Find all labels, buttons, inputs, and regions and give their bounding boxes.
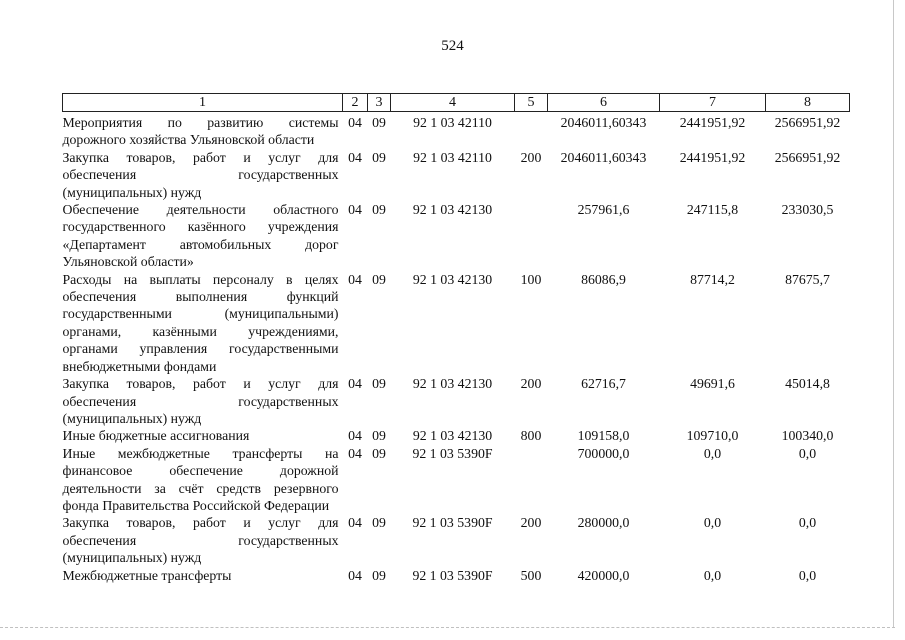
- row-name: Расходы на выплаты персоналу в целях обеспечения выполнения функций государственными (муниципальными) органами, казёнными учреждениями, органами управления государственными внебюджетными фондами: [62, 271, 339, 374]
- row-section: 04: [348, 428, 362, 444]
- row-subsection: 09: [372, 149, 386, 165]
- row-section: 04: [348, 202, 362, 218]
- table-row: [63, 271, 850, 375]
- row-amount-col7: 87714,2: [690, 271, 735, 287]
- table-row: [63, 445, 850, 515]
- row-amount-col8: 233030,5: [781, 202, 834, 218]
- row-expense-type: 200: [520, 515, 542, 531]
- row-expense-type: 500: [520, 567, 542, 583]
- row-amount-col8: 2566951,92: [774, 149, 841, 165]
- page-bottom-edge: [0, 627, 895, 628]
- header-row: [63, 94, 850, 112]
- table-row: [63, 375, 850, 427]
- row-amount-col6: 86086,9: [581, 271, 626, 287]
- row-amount-col8: 0,0: [798, 567, 817, 583]
- page-right-edge: [893, 0, 894, 628]
- row-section: 04: [348, 376, 362, 392]
- budget-table: [62, 93, 850, 584]
- row-amount-col6: 62716,7: [581, 376, 626, 392]
- row-expense-type: [515, 201, 548, 271]
- row-subsection: 09: [372, 115, 386, 130]
- row-target-article: 92 1 03 42130: [412, 202, 493, 218]
- row-name: Мероприятия по развитию системы дорожного хозяйства Ульяновской области: [62, 115, 339, 148]
- row-expense-type: [515, 112, 548, 149]
- table-row: [63, 514, 850, 566]
- table-row: [63, 201, 850, 271]
- header-col-4: 4: [391, 94, 515, 112]
- row-amount-col7: 49691,6: [690, 376, 735, 392]
- row-subsection: 09: [372, 376, 386, 392]
- row-subsection: 09: [372, 515, 386, 531]
- row-expense-type: 100: [520, 271, 542, 287]
- row-amount-col7: 247115,8: [686, 202, 739, 218]
- row-target-article: 92 1 03 42130: [412, 428, 493, 444]
- row-amount-col7: 0,0: [703, 515, 722, 531]
- row-section: 04: [348, 271, 362, 287]
- row-subsection: 09: [372, 202, 386, 218]
- row-name: Закупка товаров, работ и услуг для обеспечения государственных (муниципальных) нужд: [62, 149, 339, 200]
- row-amount-col6: 420000,0: [577, 567, 630, 583]
- row-section: 04: [348, 115, 362, 130]
- row-amount-col6: 280000,0: [577, 515, 630, 531]
- row-name: Межбюджетные трансферты: [62, 567, 232, 583]
- row-amount-col6: 2046011,60343: [560, 115, 647, 130]
- row-amount-col7: 2441951,92: [679, 149, 746, 165]
- row-target-article: 92 1 03 42130: [412, 271, 493, 287]
- row-amount-col7: 2441951,92: [679, 115, 746, 130]
- row-target-article: 92 1 03 5390F: [412, 515, 493, 531]
- header-col-7: 7: [660, 94, 766, 112]
- row-name: Иные бюджетные ассигнования: [62, 428, 250, 444]
- header-col-1: 1: [63, 94, 343, 112]
- row-expense-type: 800: [520, 428, 542, 444]
- row-name: Иные межбюджетные трансферты на финансовое обеспечение дорожной деятельности за счёт средств резервного фонда Правительства Российской Федерации: [62, 445, 339, 513]
- row-amount-col6: 109158,0: [577, 428, 630, 444]
- table-row: [63, 112, 850, 149]
- row-amount-col7: 109710,0: [686, 428, 739, 444]
- row-section: 04: [348, 445, 362, 461]
- row-amount-col8: 100340,0: [781, 428, 834, 444]
- row-expense-type: 200: [520, 376, 542, 392]
- header-col-3: 3: [368, 94, 391, 112]
- page-number: 524: [441, 38, 464, 54]
- row-amount-col7: 0,0: [703, 445, 722, 461]
- row-amount-col6: 257961,6: [577, 202, 630, 218]
- row-name: Обеспечение деятельности областного государственного казённого учреждения «Департамент автомобильных дорог Ульяновской области»: [62, 202, 339, 270]
- row-amount-col8: 0,0: [798, 515, 817, 531]
- header-col-8: 8: [766, 94, 850, 112]
- row-amount-col7: 0,0: [703, 567, 722, 583]
- row-subsection: 09: [372, 428, 386, 444]
- row-subsection: 09: [372, 271, 386, 287]
- row-name: Закупка товаров, работ и услуг для обеспечения государственных (муниципальных) нужд: [62, 515, 339, 566]
- row-subsection: 09: [372, 567, 386, 583]
- table-row: [63, 427, 850, 444]
- row-target-article: 92 1 03 42130: [412, 376, 493, 392]
- row-expense-type: 200: [520, 149, 542, 165]
- table-row: [63, 149, 850, 201]
- table-row: [63, 567, 850, 584]
- row-expense-type: [515, 445, 548, 515]
- row-subsection: 09: [372, 445, 386, 461]
- row-target-article: 92 1 03 42110: [413, 115, 492, 130]
- row-section: 04: [348, 515, 362, 531]
- row-amount-col8: 87675,7: [785, 271, 830, 287]
- row-amount-col8: 2566951,92: [774, 115, 841, 130]
- row-name: Закупка товаров, работ и услуг для обеспечения государственных (муниципальных) нужд: [62, 376, 339, 426]
- row-target-article: 92 1 03 42110: [413, 149, 492, 165]
- header-col-2: 2: [343, 94, 368, 112]
- row-target-article: 92 1 03 5390F: [412, 445, 493, 461]
- header-col-5: 5: [515, 94, 548, 112]
- row-amount-col6: 2046011,60343: [560, 149, 647, 165]
- row-section: 04: [348, 149, 362, 165]
- row-target-article: 92 1 03 5390F: [412, 567, 493, 583]
- row-amount-col8: 45014,8: [785, 376, 830, 392]
- header-col-6: 6: [548, 94, 660, 112]
- row-amount-col6: 700000,0: [577, 445, 630, 461]
- row-amount-col8: 0,0: [798, 445, 817, 461]
- row-section: 04: [348, 567, 362, 583]
